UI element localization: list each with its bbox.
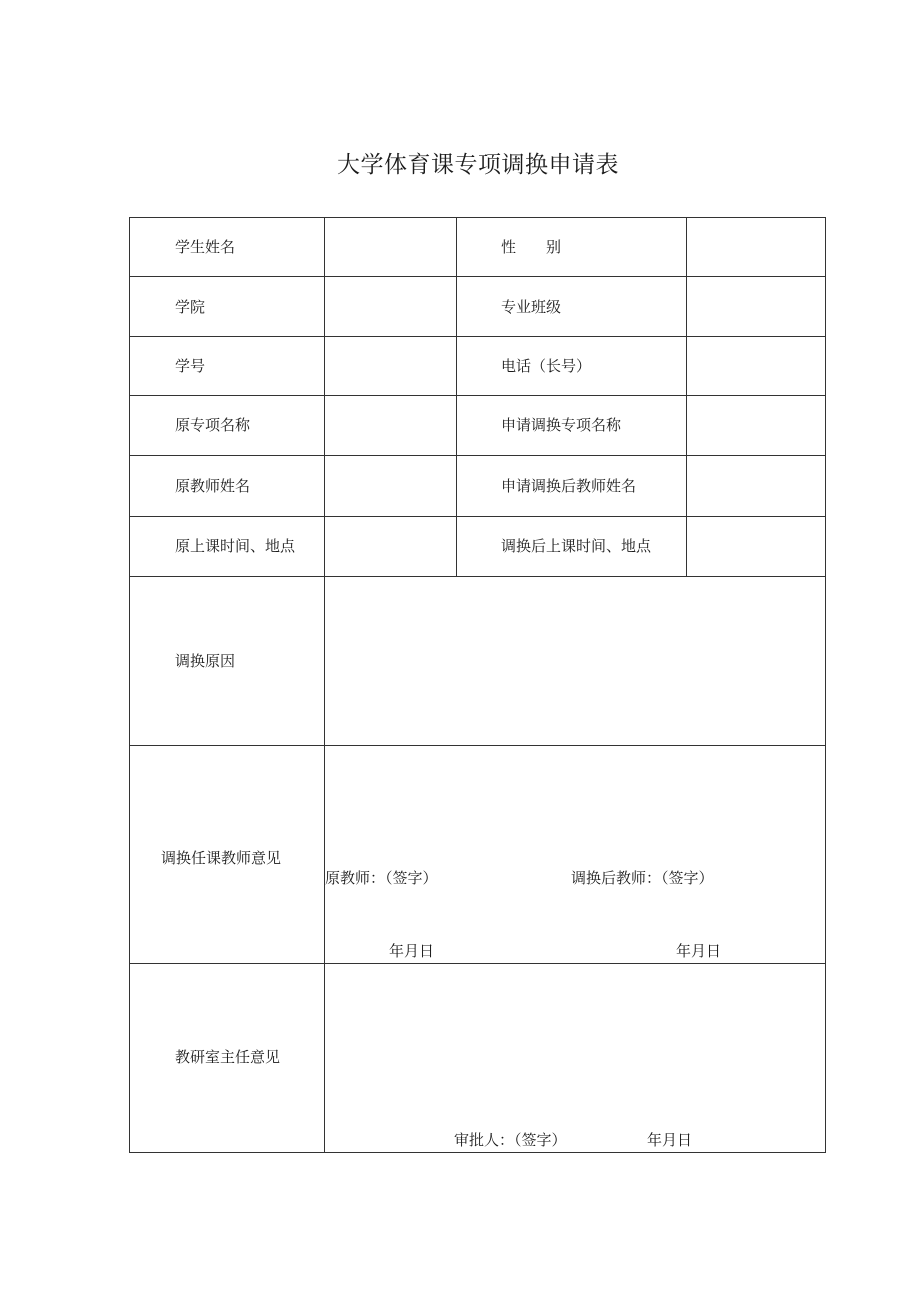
- original-teacher-signature: 原教师：（签字）: [325, 869, 438, 887]
- column-divider: [456, 217, 457, 577]
- gender-label: 性 别: [501, 238, 562, 256]
- original-time-place-label: 原上课时间、地点: [175, 537, 296, 555]
- new-time-place-label: 调换后上课时间、地点: [501, 537, 652, 555]
- teacher-opinion-label: 调换任课教师意见: [161, 849, 282, 867]
- row-divider: [129, 576, 826, 577]
- column-divider: [686, 217, 687, 577]
- row-divider: [129, 963, 826, 964]
- row-divider: [129, 276, 826, 277]
- row-divider: [129, 395, 826, 396]
- application-form-table: [129, 217, 826, 1153]
- approver-signature: 审批人：（签字）: [454, 1131, 567, 1149]
- column-divider: [324, 217, 325, 1153]
- row-divider: [129, 745, 826, 746]
- student-id-label: 学号: [175, 357, 206, 375]
- row-divider: [129, 516, 826, 517]
- approver-date: 年月日: [647, 1131, 693, 1149]
- new-teacher-signature: 调换后教师：（签字）: [571, 869, 714, 887]
- student-name-label: 学生姓名: [175, 238, 236, 256]
- form-title: 大学体育课专项调换申请表: [337, 152, 619, 178]
- date-right: 年月日: [676, 942, 722, 960]
- reason-label: 调换原因: [175, 652, 236, 670]
- table-border-right: [825, 217, 826, 1153]
- row-divider: [129, 455, 826, 456]
- major-class-label: 专业班级: [501, 298, 562, 316]
- date-left: 年月日: [389, 942, 435, 960]
- row-divider: [129, 336, 826, 337]
- table-border-bottom: [129, 1152, 826, 1153]
- original-teacher-label: 原教师姓名: [175, 477, 251, 495]
- requested-specialty-label: 申请调换专项名称: [501, 416, 622, 434]
- table-border-left: [129, 217, 130, 1153]
- college-label: 学院: [175, 298, 206, 316]
- table-border-top: [129, 217, 826, 218]
- new-teacher-label: 申请调换后教师姓名: [501, 477, 637, 495]
- original-specialty-label: 原专项名称: [175, 416, 251, 434]
- director-opinion-label: 教研室主任意见: [175, 1048, 281, 1066]
- phone-label: 电话（长号）: [501, 357, 592, 375]
